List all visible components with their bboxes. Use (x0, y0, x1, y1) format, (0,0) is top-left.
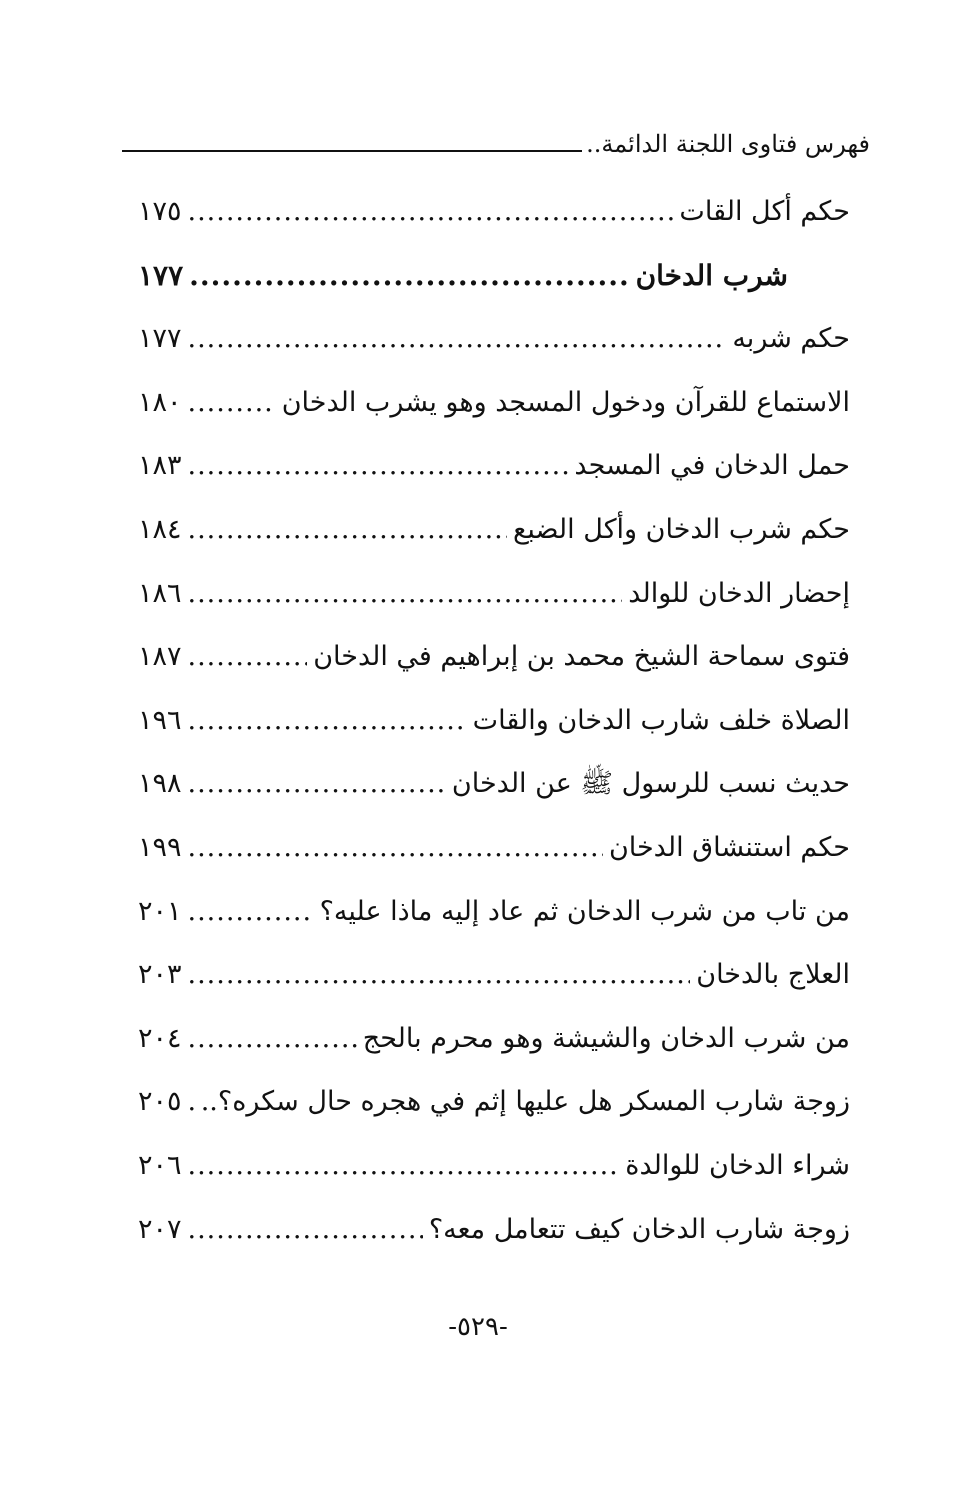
toc-leader-dots (188, 562, 623, 625)
running-header (122, 118, 870, 158)
toc-leader-dots (188, 1134, 620, 1197)
header-rule (122, 150, 582, 152)
toc-leader-dots (188, 1070, 195, 1133)
toc-entry-title: حكم استنشاق الدخان (608, 831, 850, 863)
toc-entry-page: ١٨٠ (138, 386, 182, 418)
toc-entry-page: ١٩٦ (138, 704, 182, 736)
toc-entry-title: الصلاة خلف شارب الدخان والقات (472, 704, 850, 736)
toc-entry-page: ١٧٧ (138, 323, 182, 355)
toc-entry-title: زوجة شارب المسكر هل عليها إثم في هجره حال سكره؟.. (200, 1086, 850, 1118)
toc-entry (138, 816, 850, 880)
toc-entry-title: إحضار الدخان للوالد (628, 577, 850, 609)
toc-entry (138, 689, 850, 753)
toc-entry-page: ١٨٤ (138, 513, 182, 545)
toc-entry-page: ٢٠٤ (138, 1022, 182, 1054)
toc-leader-dots (188, 1198, 423, 1261)
toc-entry-page: ٢٠٥ (138, 1086, 182, 1118)
toc-leader-dots (188, 625, 308, 688)
toc-entry-title: حمل الدخان في المسجد (574, 450, 850, 482)
toc-entry-title: فتوى سماحة الشيخ محمد بن إبراهيم في الدخان (313, 641, 850, 673)
toc-entry-title: حديث نسب للرسول ﷺ عن الدخان (451, 768, 850, 800)
toc-leader-dots (188, 880, 314, 943)
toc-leader-dots (188, 752, 446, 815)
toc-entry (138, 1134, 850, 1198)
toc-leader-dots (188, 816, 603, 879)
table-of-contents (138, 180, 850, 1261)
toc-entry (138, 562, 850, 626)
toc-entry (138, 434, 850, 498)
toc-entry (138, 752, 850, 816)
toc-section-heading (138, 244, 850, 308)
toc-entry-title: حكم شرب الدخان وأكل الضبع (513, 513, 850, 545)
toc-leader-dots (188, 689, 467, 752)
toc-leader-dots (188, 1007, 357, 1070)
toc-entry-title: حكم شربه (732, 323, 850, 355)
toc-leader-dots (188, 434, 569, 497)
toc-entry (138, 1198, 850, 1262)
toc-entry (138, 180, 850, 244)
toc-leader-dots (188, 371, 276, 434)
toc-entry-title: زوجة شارب الدخان كيف تتعامل معه؟ (428, 1213, 850, 1245)
toc-entry (138, 880, 850, 944)
toc-entry-title: شراء الدخان للوالدة (625, 1149, 850, 1181)
toc-entry-title: شرب الدخان (635, 258, 788, 292)
toc-leader-dots (188, 943, 691, 1006)
toc-entry-page: ٢٠٦ (138, 1149, 182, 1181)
toc-entry-page: ٢٠١ (138, 895, 182, 927)
toc-entry (138, 1007, 850, 1071)
toc-entry-title: العلاج بالدخان (696, 959, 850, 991)
toc-entry-page: ١٨٦ (138, 577, 182, 609)
toc-leader-dots (188, 180, 674, 243)
toc-entry (138, 307, 850, 371)
toc-entry-page: ١٩٨ (138, 768, 182, 800)
toc-entry-title: الاستماع للقرآن ودخول المسجد وهو يشرب الدخان (281, 386, 850, 418)
toc-leader-dots (188, 498, 507, 561)
toc-entry-page: ١٨٧ (138, 641, 182, 673)
toc-entry (138, 943, 850, 1007)
toc-entry-page: ١٧٧ (138, 258, 184, 292)
toc-entry-title: من شرب الدخان والشيشة وهو محرم بالحج (362, 1022, 850, 1054)
toc-entry-page: ١٧٥ (138, 196, 182, 227)
toc-entry (138, 371, 850, 435)
toc-entry-page: ٢٠٣ (138, 959, 182, 991)
toc-entry-page: ١٨٣ (138, 450, 182, 482)
toc-entry-page: ١٩٩ (138, 831, 182, 863)
toc-entry (138, 1070, 850, 1134)
toc-entry (138, 498, 850, 562)
toc-leader-dots (189, 244, 629, 307)
toc-entry (138, 625, 850, 689)
toc-entry-title: حكم أكل القات (679, 196, 850, 227)
running-header-title: فهرس فتاوى اللجنة الدائمة.. (586, 130, 870, 158)
toc-entry-title: من تاب من شرب الدخان ثم عاد إليه ماذا عليه؟ (319, 895, 850, 927)
toc-leader-dots (188, 307, 727, 370)
toc-entry-page: ٢٠٧ (138, 1213, 182, 1245)
page-number: -٥٢٩- (448, 1312, 508, 1342)
